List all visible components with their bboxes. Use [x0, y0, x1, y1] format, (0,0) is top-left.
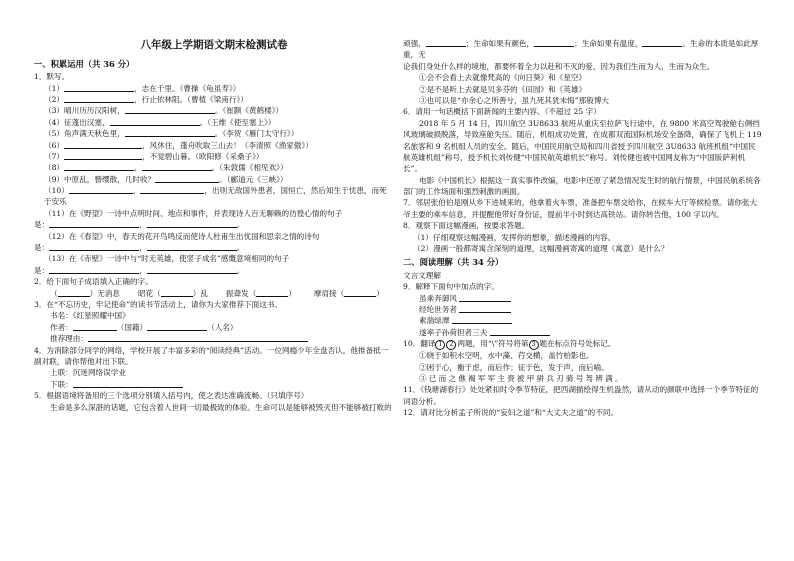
answer-blank[interactable]	[155, 174, 219, 183]
recite-5: （5）角声满天秋色里， 。（李贺《雁门太守行》）	[44, 129, 299, 139]
recite-11: （11）在《野望》一诗中点明时间、地点和事件，并表现诗人百无聊赖的彷徨心情的句子	[44, 208, 343, 218]
answer-blank[interactable]	[147, 242, 237, 251]
answer-blank[interactable]	[64, 94, 134, 103]
question-5-text: 生命是多么深湛的话题，它包含着人世间一切最极致的体验。生命可以是能够被毁灭但不能够被打败的	[50, 402, 392, 412]
question-12: 12．请对比分析孟子所说的“妄妇之道”和“大丈夫之道”的不同。	[403, 408, 619, 418]
answer-blank[interactable]	[256, 288, 288, 297]
right-column	[403, 38, 763, 419]
question-5: 5．根据语境将备用的三个选项分别填入括号内，使之表达准确流畅。（只填序号）	[34, 391, 309, 401]
question-11: 11．《钱塘湖春行》处处紧扣时令季节特征，把西湖描绘得生机盎然，请从动的颜联中选择一个季节特征的词语分析。	[403, 385, 759, 406]
recite-7: （7） ，不觉碧山暮。（欧阳修《采桑子》）	[44, 151, 264, 161]
book-author: 作者： （国籍） （人名）	[50, 322, 238, 332]
subsection-classical: 文言文理解	[403, 270, 441, 280]
answer-blank[interactable]	[142, 162, 212, 171]
question-4: 4．为消除部分同学的网络，学校开展了丰富多彩的“阅读经典”活动。一位网瘾少年全盘否认，他推备抵一副对联，请你帮他对出下联。	[34, 345, 389, 366]
recite-6: （6） ，风休住，蓬舟吹取三山去！（李清照《渔家傲》）	[44, 140, 313, 150]
recite-12: （12）在《春望》中，春天的花开鸟鸣反而使诗人杜甫生出忧国和思亲之情的诗句	[44, 231, 320, 241]
question-2: 2．给下面句子成语填入正确的字。	[34, 277, 153, 287]
answer-blank[interactable]	[534, 38, 574, 47]
news-paragraph-2: 电影《中国机长》根据这一真实事件改编，电影中还原了紧急情况发生时的航行情景，中国民航系统各部门的工作场面和强烈刺激的画面。	[403, 175, 761, 197]
answer-blank[interactable]	[49, 219, 139, 228]
question-1: 1．默写。	[34, 72, 70, 82]
recite-2: （2） ，行止依林阻。（曹植《梁甫行》）	[44, 94, 248, 104]
answer-blank[interactable]	[459, 304, 511, 313]
option-3: ③也可以是“亦余心之所善兮，虽九死其犹未悔”那般博大	[419, 95, 610, 105]
answer-blank[interactable]	[58, 288, 90, 297]
answer-blank[interactable]	[64, 151, 142, 160]
answer-blank[interactable]	[147, 322, 207, 331]
answer-blank[interactable]	[125, 105, 215, 114]
question-7: 7．邻居张伯伯是刚从乡下进城来的，他拿着火车票，准备把车票交给你，在候车大厅等候检票。请你张大爷主要的乘车信息，并提醒他带好身份证，提前半小时到达高铁站。请你转告他，100 字以内。	[403, 198, 758, 219]
recite-1: （1） ，志在千里。（曹操《龟虽寿》）	[44, 83, 241, 93]
answer-blank[interactable]	[147, 219, 237, 228]
option-2: ②是不是听上去就是贝多芬的《田园》和《英雄》	[419, 84, 587, 94]
q9-item-b: 经纶世务者	[403, 304, 763, 315]
option-1: ①会不会看上去就像梵高的《向日葵》和《星空》	[419, 73, 587, 83]
section-2-heading: 二、阅读理解（共 34 分）	[403, 257, 504, 268]
answer-blank[interactable]	[49, 242, 139, 251]
idiom-2: 昭花（ ）乱	[137, 288, 208, 298]
section-1-heading: 一、积累运用（共 36 分）	[34, 58, 135, 69]
recite-8: （8） ， 。（朱敦儒《相见欢》）	[44, 163, 288, 173]
question-8-part-2: （2）漫画一般都寄寓含深刻的道理，这幅漫画寄寓的道理（寓意）是什么？	[413, 244, 669, 254]
answer-blank[interactable]	[64, 140, 142, 149]
q10-item-1: ①晓于如积水空明，水中藻、荇交横，盖竹柏影也。	[419, 351, 594, 361]
recommend-reason: 推荐理由：	[34, 333, 394, 344]
answer-blank[interactable]	[73, 379, 183, 388]
couplet-upper: 上联：沉迷网络误学业	[50, 368, 126, 378]
q10-item-3: ③已而之僬褐军军主赍被甲骈兵刃骑号驾辨满。	[419, 373, 625, 383]
recite-3: （3）晴川历历汉阳树， 。（崔颢《黄鹤楼》）	[44, 106, 284, 116]
question-5-continued: 顽强， ；生命如果有颜色， ；生命如果有温度， 。生命的本质是如此厚重，无	[403, 39, 759, 60]
question-6: 6．请用一句话概括下面新闻的主要内容。（不超过 25 字）	[403, 107, 601, 117]
answer-blank[interactable]	[88, 333, 308, 342]
answer-blank[interactable]	[147, 265, 237, 274]
left-column	[34, 0, 394, 413]
question-9: 9．解释下面句中加点的字。	[403, 282, 499, 292]
news-paragraph-1: 2018 年 5 月 14 日，四川航空 3U8633 航班从重庆至拉萨飞行途中，在 9800 米高空驾驶舱右侧挡风玻璃破损脱落，导致座舱失压。随后，机组成功处置，在成都双流国际机场安全备降，确保了飞机上 119 名旅客和 9 名机组人员的安全。随后，中国民用航空局和四川省授予四川航空 3U8633 航班机组“中国民航英雄机组”称号，授予机长刘传健“中国民航英雄机长”称号。刘传健也被中国网友称为“中国版萨利机长”。	[403, 118, 762, 174]
recite-13-answer: 是： ， 。	[34, 265, 245, 275]
answer-blank[interactable]	[161, 288, 193, 297]
answer-blank[interactable]	[452, 315, 512, 324]
question-8: 8．观察下面这幅漫画，按要求答题。	[403, 221, 530, 231]
answer-blank[interactable]	[64, 83, 134, 92]
couplet-lower: 下联：	[34, 379, 394, 390]
answer-blank[interactable]	[73, 322, 117, 331]
recite-12-answer: 是： ， 。	[34, 243, 245, 253]
question-10: 10．翻译 1 2 两题，用“\”符号将第 3 题在标点符号处标记。	[403, 339, 616, 349]
recite-4: （4）征蓬出汉塞， 。（王维《使至塞上》）	[44, 117, 276, 127]
answer-blank[interactable]	[490, 327, 550, 336]
answer-blank[interactable]	[125, 128, 215, 137]
answer-blank[interactable]	[642, 38, 682, 47]
q10-item-2: ②困于心，衡于虑，而后作；征于色，发于声，而后喻。	[419, 362, 609, 372]
idiom-4: 摩肩接（ ）	[313, 288, 384, 298]
question-2-options	[34, 288, 394, 299]
recite-10: （10） ， ，出则无敌国外患者，国恒亡，然后知生于忧患，而死于安乐	[44, 186, 387, 207]
q9-item-a: 虽乘奔御风	[403, 293, 763, 304]
answer-blank[interactable]	[69, 185, 133, 194]
question-5-continued-2: 论我们身处什么样的境地，都要怀着全力以赴和不灭的爱，因为我们生而为人，生而为众生。	[403, 61, 715, 71]
answer-blank[interactable]	[459, 293, 511, 302]
book-name: 书名：《红星照耀中国》	[50, 311, 130, 321]
answer-blank[interactable]	[140, 185, 204, 194]
idiom-3: 振聋发（ ）	[225, 288, 296, 298]
recite-13: （13）在《赤壁》一诗中与“时无英雄，使竖子成名”感慨意境相同的句子	[44, 254, 290, 264]
q9-item-c: 素湍绿潭	[403, 315, 763, 326]
question-3: 3．在“不忘历史，牢记使命”的读书节活动上，请你为大家推荐下面这书。	[34, 300, 282, 309]
answer-blank[interactable]	[426, 38, 466, 47]
answer-blank[interactable]	[110, 117, 200, 126]
answer-blank[interactable]	[344, 288, 376, 297]
recite-11-answer: 是： ， 。	[34, 220, 245, 230]
page-title: 八年级上学期语文期末检测试卷	[140, 39, 288, 51]
answer-blank[interactable]	[64, 162, 134, 171]
q9-item-d: 遂率子孙荷担者三夫	[403, 327, 763, 338]
idiom-1: （ ）无消息	[50, 288, 120, 298]
recite-9: （9）中原乱，簪缨散，几时收？ 。（郦道元《三峡》）	[44, 174, 288, 184]
answer-blank[interactable]	[49, 265, 139, 274]
question-8-part-1: （1）仔细观察这幅漫画，发挥你的想象，描述漫画的内容。	[413, 232, 616, 242]
